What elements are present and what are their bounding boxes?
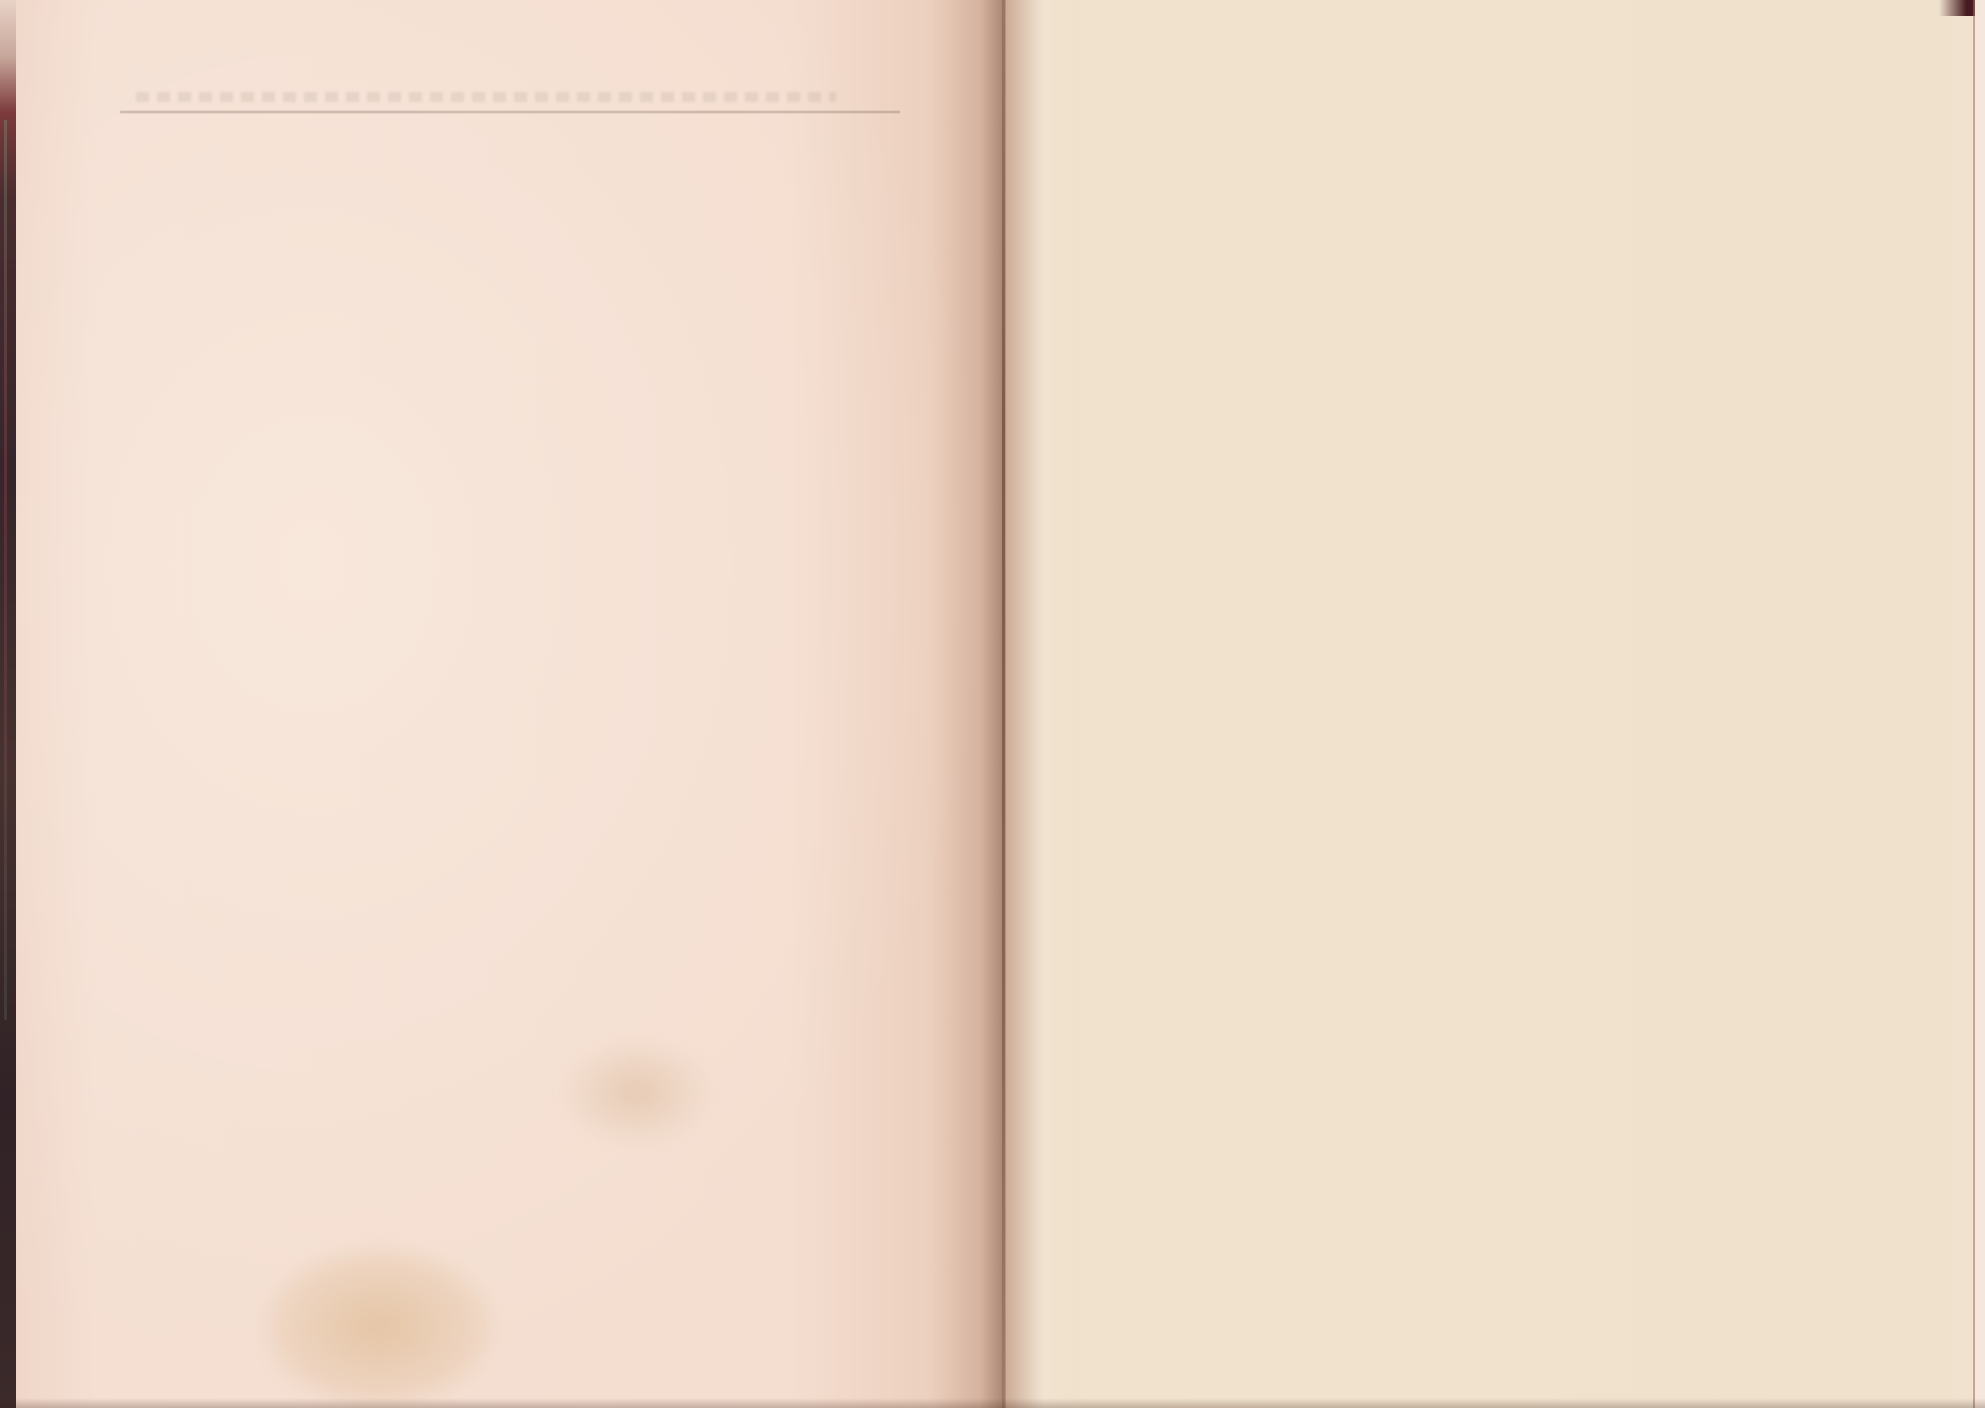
- stain: [556, 1035, 716, 1150]
- show-through-header: [136, 92, 836, 102]
- gutter-fold-line: [1002, 0, 1005, 1408]
- book-cover-edge: [0, 0, 16, 1408]
- right-page: [1006, 0, 1985, 1408]
- bottom-edge-shadow: [0, 1398, 1985, 1408]
- left-page: [16, 0, 1006, 1408]
- next-page-edge: [1975, 0, 1985, 1408]
- stain: [261, 1245, 496, 1408]
- show-through-rule: [120, 111, 900, 113]
- table-of-contents: [1056, 0, 1860, 328]
